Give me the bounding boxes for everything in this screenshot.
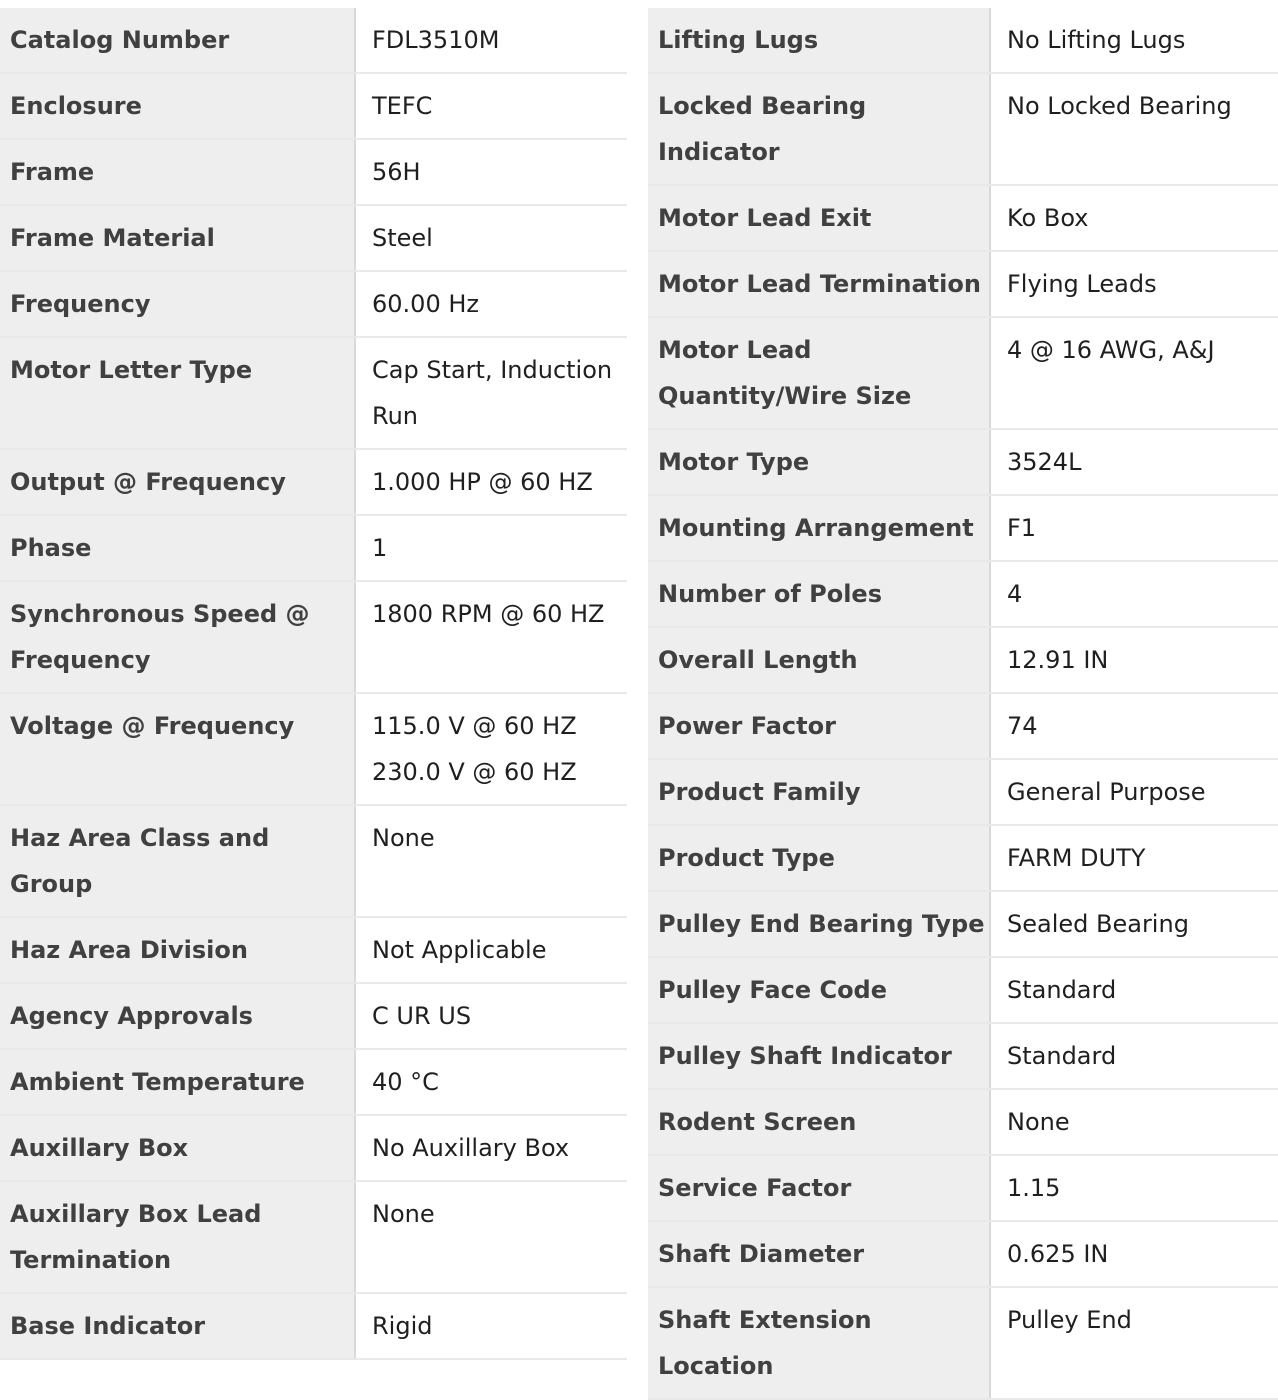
spec-row — [0, 337, 627, 449]
spec-value-cell — [990, 891, 1278, 957]
spec-value: FARM DUTY — [1007, 844, 1146, 872]
spec-label: Product Type — [648, 825, 990, 891]
spec-label: Pulley End Bearing Type — [648, 891, 990, 957]
spec-row — [0, 983, 627, 1049]
spec-value: FDL3510M — [372, 26, 500, 54]
spec-row — [0, 73, 627, 139]
spec-label: Pulley Face Code — [648, 957, 990, 1023]
spec-row — [0, 8, 627, 73]
spec-row — [648, 1023, 1278, 1089]
spec-value-cell — [990, 693, 1278, 759]
spec-row — [648, 561, 1278, 627]
spec-value: 60.00 Hz — [372, 290, 479, 318]
spec-value: Steel — [372, 224, 433, 252]
spec-row — [648, 825, 1278, 891]
spec-value-cell — [990, 1221, 1278, 1287]
spec-value: 12.91 IN — [1007, 646, 1109, 674]
spec-value: Rigid — [372, 1312, 433, 1340]
spec-value: 1 — [372, 534, 388, 562]
spec-table-right — [648, 8, 1278, 1400]
spec-value: Ko Box — [1007, 204, 1089, 232]
spec-value-cell — [355, 8, 627, 73]
spec-value: 1.000 HP @ 60 HZ — [372, 468, 593, 496]
spec-value-cell — [990, 495, 1278, 561]
spec-value-cell — [355, 449, 627, 515]
spec-value: No Lifting Lugs — [1007, 26, 1186, 54]
spec-row — [0, 515, 627, 581]
spec-value-cell — [355, 515, 627, 581]
spec-row — [0, 139, 627, 205]
spec-table-left — [0, 8, 627, 1360]
spec-row — [0, 1049, 627, 1115]
spec-value: None — [372, 824, 435, 852]
spec-label: Product Family — [648, 759, 990, 825]
spec-value: No Locked Bearing — [1007, 92, 1232, 120]
spec-value-cell — [990, 1155, 1278, 1221]
spec-row — [648, 1155, 1278, 1221]
spec-value-cell — [355, 1115, 627, 1181]
spec-value: None — [1007, 1108, 1070, 1136]
spec-row — [648, 429, 1278, 495]
spec-label: Haz Area Class and Group — [0, 805, 355, 917]
spec-value: Standard — [1007, 976, 1117, 1004]
spec-value: 3524L — [1007, 448, 1082, 476]
spec-value: None — [372, 1200, 435, 1228]
spec-value: No Auxillary Box — [372, 1134, 570, 1162]
spec-label: Agency Approvals — [0, 983, 355, 1049]
spec-label: Motor Lead Quantity/Wire Size — [648, 317, 990, 429]
spec-row — [648, 251, 1278, 317]
spec-label: Synchronous Speed @ Frequency — [0, 581, 355, 693]
spec-row — [648, 957, 1278, 1023]
spec-label: Voltage @ Frequency — [0, 693, 355, 805]
spec-label: Pulley Shaft Indicator — [648, 1023, 990, 1089]
spec-value: 40 °C — [372, 1068, 439, 1096]
spec-value: 4 — [1007, 580, 1023, 608]
spec-value: General Purpose — [1007, 778, 1206, 806]
spec-row — [0, 205, 627, 271]
spec-value: 56H — [372, 158, 421, 186]
spec-value: 115.0 V @ 60 HZ — [372, 712, 577, 740]
spec-row — [648, 891, 1278, 957]
spec-row — [0, 1293, 627, 1359]
spec-value: Flying Leads — [1007, 270, 1157, 298]
spec-row — [648, 693, 1278, 759]
spec-value-cell — [990, 1287, 1278, 1399]
spec-value-cell — [355, 337, 627, 449]
spec-value-cell — [990, 251, 1278, 317]
spec-row — [648, 317, 1278, 429]
spec-value-cell — [990, 185, 1278, 251]
spec-row — [648, 185, 1278, 251]
spec-value-cell — [355, 693, 627, 805]
spec-label: Auxillary Box — [0, 1115, 355, 1181]
spec-row — [0, 693, 627, 805]
spec-label: Auxillary Box Lead Termination — [0, 1181, 355, 1293]
spec-row — [648, 1287, 1278, 1399]
spec-table-left-body — [0, 8, 627, 1359]
spec-value-cell — [990, 759, 1278, 825]
spec-value: Cap Start, Induction — [372, 356, 613, 384]
spec-label: Motor Lead Exit — [648, 185, 990, 251]
spec-value-cell — [355, 917, 627, 983]
spec-value-cell — [990, 561, 1278, 627]
spec-value: Pulley End — [1007, 1306, 1132, 1334]
spec-value-cell — [355, 1293, 627, 1359]
spec-label: Phase — [0, 515, 355, 581]
spec-label: Locked Bearing Indicator — [648, 73, 990, 185]
spec-value: 1.15 — [1007, 1174, 1061, 1202]
spec-value: F1 — [1007, 514, 1037, 542]
spec-value: C UR US — [372, 1002, 472, 1030]
spec-value-cell — [355, 1049, 627, 1115]
spec-value-cell — [990, 8, 1278, 73]
spec-label: Output @ Frequency — [0, 449, 355, 515]
spec-label: Overall Length — [648, 627, 990, 693]
spec-value-cell — [355, 205, 627, 271]
spec-label: Lifting Lugs — [648, 8, 990, 73]
spec-value: 4 @ 16 AWG, A&J — [1007, 336, 1215, 364]
spec-row — [0, 805, 627, 917]
spec-row — [0, 449, 627, 515]
spec-value-cell — [990, 627, 1278, 693]
spec-label: Mounting Arrangement — [648, 495, 990, 561]
spec-value-cell — [355, 73, 627, 139]
spec-row — [648, 627, 1278, 693]
spec-label: Number of Poles — [648, 561, 990, 627]
spec-value: Sealed Bearing — [1007, 910, 1189, 938]
spec-value-cell — [355, 983, 627, 1049]
spec-row — [648, 495, 1278, 561]
spec-row — [0, 1115, 627, 1181]
spec-label: Frame Material — [0, 205, 355, 271]
spec-label: Power Factor — [648, 693, 990, 759]
spec-row — [648, 1089, 1278, 1155]
spec-value-cell — [990, 1089, 1278, 1155]
spec-label: Motor Letter Type — [0, 337, 355, 449]
spec-label: Ambient Temperature — [0, 1049, 355, 1115]
spec-value-cell — [355, 139, 627, 205]
spec-label: Shaft Extension Location — [648, 1287, 990, 1399]
spec-value-cell — [355, 271, 627, 337]
spec-table-right-body — [648, 8, 1278, 1399]
spec-label: Shaft Diameter — [648, 1221, 990, 1287]
spec-value-cell — [355, 805, 627, 917]
spec-row — [0, 1181, 627, 1293]
spec-value: Standard — [1007, 1042, 1117, 1070]
spec-label: Catalog Number — [0, 8, 355, 73]
spec-value: 0.625 IN — [1007, 1240, 1109, 1268]
spec-row — [648, 1221, 1278, 1287]
spec-label: Frame — [0, 139, 355, 205]
spec-value: 230.0 V @ 60 HZ — [372, 758, 577, 786]
spec-value-cell — [990, 317, 1278, 429]
spec-row — [648, 73, 1278, 185]
spec-value: TEFC — [372, 92, 433, 120]
spec-value: Not Applicable — [372, 936, 547, 964]
spec-value: 74 — [1007, 712, 1038, 740]
spec-label: Motor Lead Termination — [648, 251, 990, 317]
spec-value-cell — [990, 825, 1278, 891]
spec-label: Service Factor — [648, 1155, 990, 1221]
spec-value-cell — [355, 581, 627, 693]
spec-label: Motor Type — [648, 429, 990, 495]
spec-label: Enclosure — [0, 73, 355, 139]
spec-label: Rodent Screen — [648, 1089, 990, 1155]
spec-value: Run — [372, 402, 419, 430]
spec-value-cell — [990, 73, 1278, 185]
spec-value-cell — [355, 1181, 627, 1293]
spec-value-cell — [990, 1023, 1278, 1089]
spec-row — [0, 917, 627, 983]
spec-value-cell — [990, 429, 1278, 495]
spec-label: Haz Area Division — [0, 917, 355, 983]
spec-row — [648, 8, 1278, 73]
spec-row — [0, 581, 627, 693]
spec-row — [0, 271, 627, 337]
spec-row — [648, 759, 1278, 825]
spec-value-cell — [990, 957, 1278, 1023]
spec-label: Base Indicator — [0, 1293, 355, 1359]
spec-value: 1800 RPM @ 60 HZ — [372, 600, 605, 628]
spec-label: Frequency — [0, 271, 355, 337]
